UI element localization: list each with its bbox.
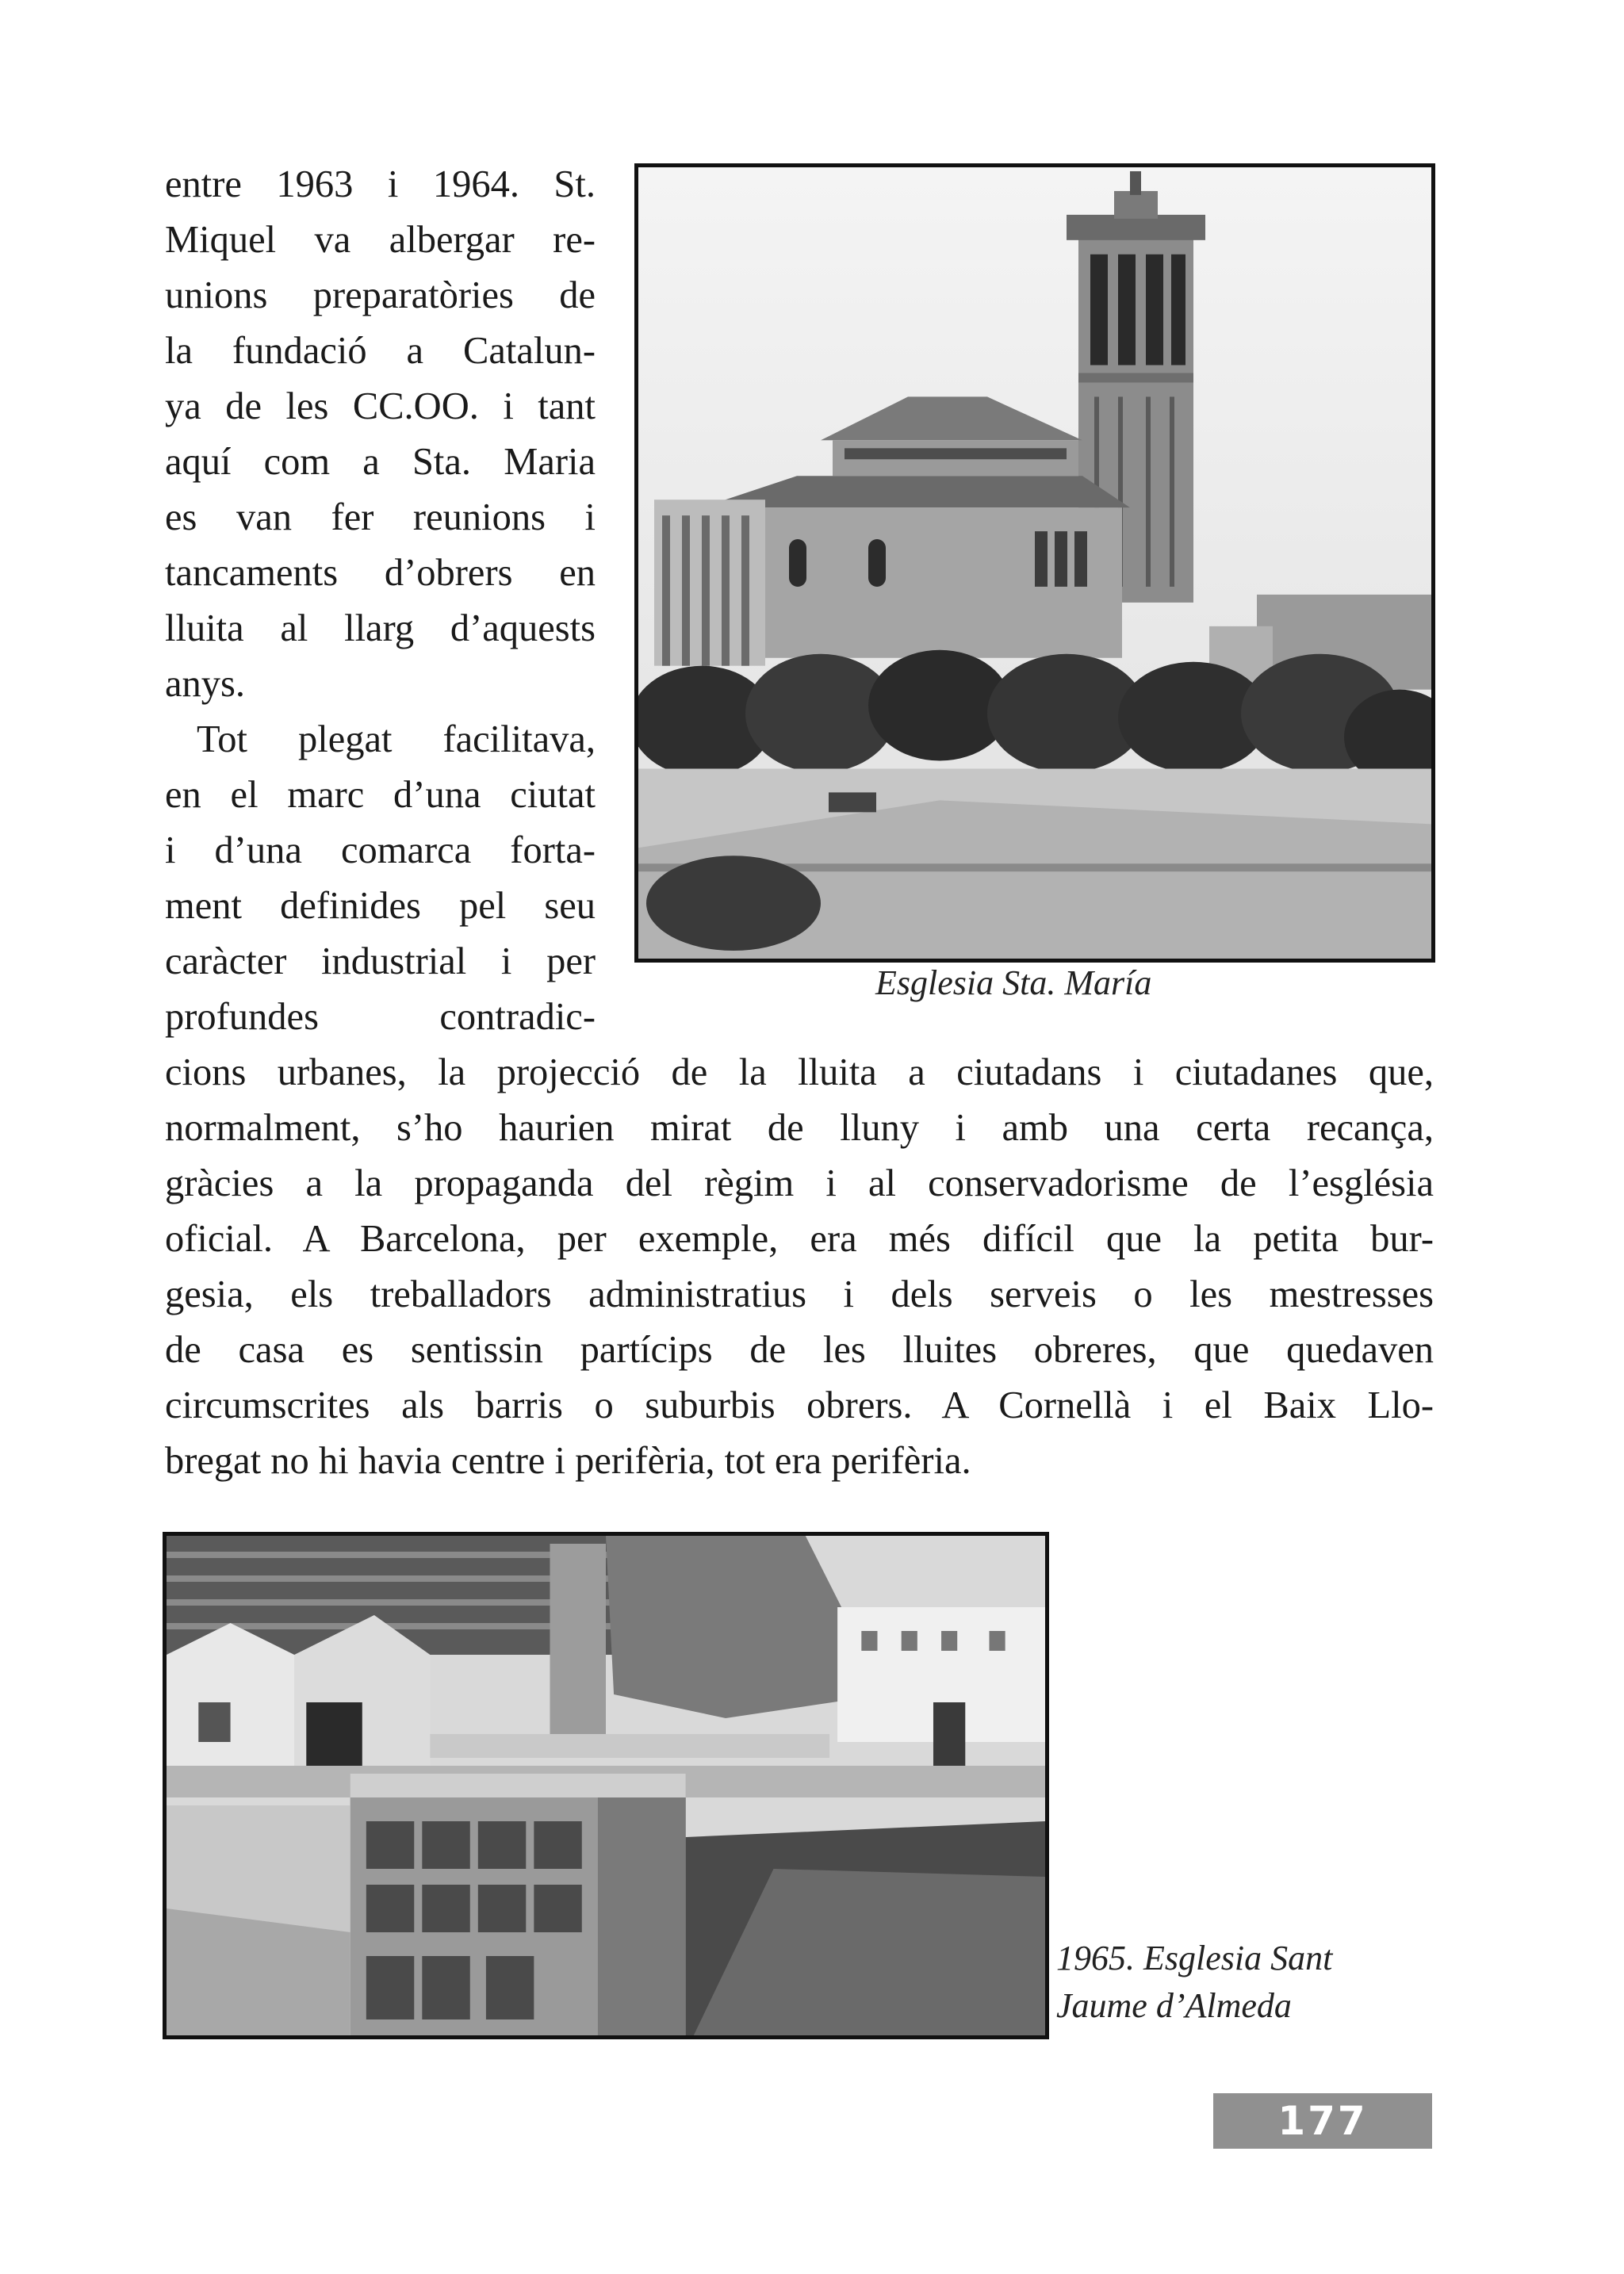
- photo-caption: Esglesia Sta. María: [875, 963, 1152, 1002]
- text-line: Tot plegat facilitava,: [197, 718, 596, 760]
- text-line: tancaments d’obrers en: [165, 552, 596, 594]
- text-line: anys.: [165, 663, 246, 705]
- text-line: oficial. A Barcelona, per exemple, era més difícil que la petita bur-: [165, 1218, 1434, 1260]
- text-line: de casa es sentissin partícips de les lluites obreres, que quedaven: [165, 1329, 1434, 1371]
- building-photo: [163, 1532, 1049, 2039]
- photo-caption: [1056, 1935, 1332, 2030]
- text-line: Miquel va albergar re-: [165, 219, 596, 261]
- text-line: lluita al llarg d’aquests: [165, 607, 596, 649]
- text-line: gràcies a la propaganda del règim i al conservadorisme de l’església: [165, 1162, 1434, 1204]
- text-line: aquí com a Sta. Maria: [165, 441, 596, 483]
- caption-line: Jaume d’Almeda: [1056, 1986, 1292, 2025]
- text-line: cions urbanes, la projecció de la lluita a ciutadans i ciutadanes que,: [165, 1051, 1434, 1093]
- text-line: la fundació a Catalun-: [165, 330, 596, 372]
- text-line: profundes contradic-: [165, 996, 596, 1038]
- text-line: es van fer reunions i: [165, 496, 596, 538]
- text-line: unions preparatòries de: [165, 274, 596, 316]
- text-line: ya de les CC.OO. i tant: [165, 385, 596, 427]
- column-text: [165, 157, 596, 1045]
- text-line: entre 1963 i 1964. St.: [165, 163, 596, 205]
- text-line: caràcter industrial i per: [165, 940, 596, 982]
- church-photo: [634, 163, 1435, 963]
- text-line: bregat no hi havia centre i perifèria, tot era perifèria.: [165, 1440, 971, 1482]
- text-line: ment definides pel seu: [165, 885, 596, 927]
- text-line: circumscrites als barris o suburbis obrers. A Cornellà i el Baix Llo-: [165, 1384, 1434, 1426]
- text-line: i d’una comarca forta-: [165, 829, 596, 871]
- text-line: normalment, s’ho haurien mirat de lluny i amb una certa recança,: [165, 1107, 1434, 1149]
- page-number: 177: [1213, 2093, 1432, 2149]
- body-text: [165, 1045, 1434, 1489]
- text-line: gesia, els treballadors administratius i dels serveis o les mestresses: [165, 1273, 1434, 1315]
- caption-line: 1965. Esglesia Sant: [1056, 1939, 1333, 1977]
- text-line: en el marc d’una ciutat: [165, 774, 596, 816]
